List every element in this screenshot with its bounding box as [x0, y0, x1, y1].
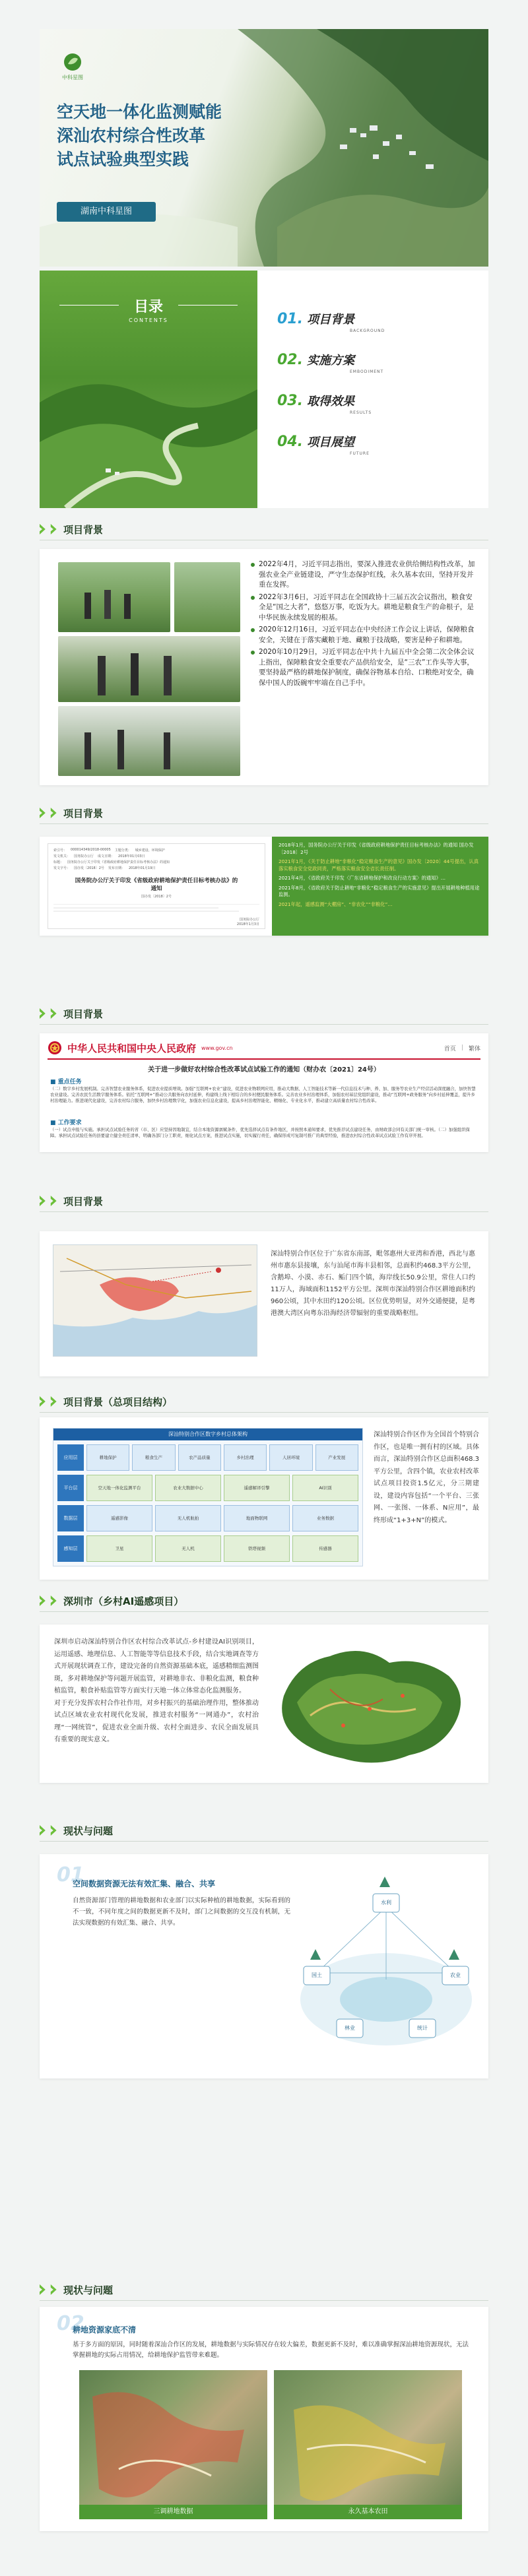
policy-list	[279, 842, 482, 908]
section-title: 项目背景	[63, 523, 104, 536]
layer-cell: 农业大数据中心	[155, 1475, 221, 1501]
toc-item-num: 03.	[277, 393, 303, 409]
policy-item: 2018年1月，国务院办公厅关于印发《省级政府耕地保护责任目标考核办法》的通知 国办发〔2018〕2号	[279, 842, 474, 855]
sec6-card	[40, 1625, 488, 1783]
section-heading	[40, 1592, 183, 1610]
doc-meta-value: 国务院办公厅关于印发《省级政府耕地保护责任目标考核办法》的通知	[67, 860, 170, 864]
ai-project-description: 深圳市启动深汕特别合作区农村综合改革试点-乡村建设AI识别项目，运用遥感、地理信息、人工智能等等信息技术手段，结合实地调查等方式开展现状调查工作，建设完备的自然资源基础本底，遥感精细监测图斑，多对耕地保护等问题开展监管，对耕地非农、非粮化监测，粮食种植监管，粮食补贴监管等方面实行天地一体立体常态化监测服务。 对于充分发挥农村合作社作用，对乡村振兴的基础治理作用，整体推动试点区域农业农村现代化发展，推进农村服务“一网通办”，农村治理“一网统管”，促进农业全面升级、农村全面进步、农民全面发展具有重要的现实意义。	[54, 1638, 259, 1743]
toc-item-label: 取得效果	[306, 395, 354, 408]
layer-cell: 传感器	[292, 1535, 358, 1562]
toc-item-en: FUTURE	[350, 451, 370, 456]
policy-item: 2021年1月，《关于防止耕地“非粮化”稳定粮食生产的意见》国办发〔2020〕44号提出，认真落实粮食安全党政同责，严格落实粮食安全省长责任制。	[279, 858, 479, 872]
gov-notice-card	[40, 1033, 488, 1152]
hero-banner	[40, 29, 488, 267]
gov-url: www.gov.cn	[201, 1045, 233, 1051]
silo-label: 农业	[450, 1972, 461, 1978]
policy-item: 2021年4月，《省政府关于印发〈广东省耕地保护和改良行动方案〉的通知》…	[279, 875, 446, 881]
nav-traditional[interactable]: 繁体	[468, 1045, 480, 1052]
layer-label: 感知层	[57, 1535, 84, 1562]
diagram-title: 深汕特别合作区数字乡村总体架构	[53, 1429, 362, 1440]
policy-item: 2021年8月，《省政府关于防止耕地“非粮化”稳定粮食生产的实施意见》提出开展耕地种植用途监测。	[279, 884, 480, 897]
layer-cell: 粮食生产	[132, 1444, 175, 1471]
hero-title-line3: 试点试验典型实践	[57, 150, 189, 169]
notice-p1: （二）数字乡村发展机制。完善智慧农业服务体系，促进农业提质增效。加强“互联网+农业”建设，促进农业物联网应用，推动大数据、人工智能技术等新一代信息技术与种、养、加、服务等农业生产经营活动深度融合，加快智慧农业建设。完善农民生活数字服务体系。依托“互联网+”推动公共服务向农村延伸，构建线上线下相结合的乡村便民服务体系。完善农业乡村治理体系，加强农村基层党组织建设，推动“互联网+政务服务”向乡村延伸覆盖，提升乡村治理能力。推进现代化建设，完善农村综合服务，加快乡村治理数字化，加强农业信息化建设，提高乡村治理智能化、精细化、专业化水平，推动建立高质量农村综合性改革。	[50, 1086, 476, 1104]
terrain-map	[271, 1636, 475, 1775]
notice-title: 关于进一步做好农村综合性改革试点试验工作的通知（财办农〔2021〕24号）	[148, 1066, 380, 1074]
section-divider	[40, 1024, 488, 1025]
nav-home[interactable]: 首页	[444, 1045, 456, 1052]
doc-meta-value: 000014349/2018-00005	[71, 848, 111, 852]
hero-logo	[57, 53, 88, 81]
toc-item-label: 项目展望	[306, 435, 354, 449]
toc-item-en: RESULTS	[350, 410, 372, 415]
region-map	[53, 1244, 257, 1357]
logo-leaf-icon	[63, 53, 82, 71]
hero-subtitle: 湖南中科星图	[80, 207, 132, 216]
notice-p2: （一）试点申报与实施。承担试点试验任务的省（市、区）应坚持因地制宜，结合本地资源禀赋条件，优先选择试点有条件地区，并按照本通知要求，优先推荐试点建设任务，由财政部会同有关部门统一审核。（二）加强组织保障。承担试点试验任务的县要建立健全责任清单，明确各部门分工职责，细化试点方案，推进试点实施，切实履行责任，确保形成可复制可推广的典型经验，推进农村综合性改革试点试验工作有序开展。	[50, 1127, 470, 1139]
gov-header-rule	[48, 1058, 480, 1060]
sec7-card	[40, 1854, 488, 2078]
doc-footer-date: 2018年1月3日	[236, 922, 259, 926]
doc-footer: 国务院办公厅	[239, 918, 259, 922]
problem-description: 基于多方面的原因，同时随着深汕合作区的发展，耕地数据与实际情况存在较大偏差，数据更新不及时，难以准确掌握深汕耕地资源现状，无法掌握耕地的实际占用情况，给耕地保护监管带来难题。	[73, 2341, 469, 2359]
toc-section	[40, 271, 488, 508]
layer-cell: 遥感解译引擎	[224, 1475, 290, 1501]
sec8-card	[40, 2307, 488, 2531]
data-silos-illustration	[290, 1867, 482, 2065]
sec1-bullets	[251, 560, 475, 690]
section-title: 现状与问题	[63, 2284, 114, 2296]
hero-title-line2: 深汕农村综合性改革	[57, 126, 206, 145]
toc-item-num: 01.	[277, 311, 303, 327]
section-title: 项目背景	[63, 807, 104, 820]
doc-meta-value: 城乡建设、环境保护	[135, 849, 165, 853]
toc-item-num: 04.	[277, 434, 303, 450]
section-heading	[40, 1004, 103, 1023]
section-heading	[40, 804, 103, 822]
section-heading	[40, 520, 103, 538]
section-title: 项目背景	[63, 1195, 104, 1208]
layer-cell: 地面物联网	[224, 1505, 290, 1531]
layer-cell: 业务数据	[292, 1505, 358, 1531]
toc-title-wrap	[40, 296, 257, 323]
layer-row	[53, 1501, 362, 1531]
doc-number: 国办发〔2018〕2号	[141, 895, 172, 899]
section-divider	[40, 1611, 488, 1612]
policy-item: 2021年起，遥感监测“大棚房”、“非农化”“非粮化”…	[279, 901, 393, 907]
map-caption-text: 永久基本农田	[348, 2508, 388, 2515]
bullet-item: 2020年12月16日，习近平同志在中央经济工作会议上讲话，保障粮食安全，关键在于落实藏粮于地、藏粮于技战略，要害是种子和耕地。	[251, 625, 475, 645]
notice-h2-text: 工作要求	[57, 1120, 82, 1126]
map-caption	[274, 2505, 462, 2519]
layer-cell: 耕地保护	[86, 1444, 129, 1471]
toc-landscape	[40, 363, 257, 508]
silo-label: 水利	[381, 1900, 391, 1906]
leaders-photo	[58, 636, 240, 702]
silo-label: 国土	[312, 1972, 322, 1978]
section-title: 项目背景	[63, 1008, 104, 1020]
section-title: 项目背景（总项目结构）	[63, 1396, 173, 1408]
doc-meta-label: 发布日期：	[108, 866, 125, 870]
layer-cell: 遥感影像	[86, 1505, 152, 1531]
toc-title: 目录	[133, 299, 163, 315]
region-description: 深汕特别合作区位于广东省东南部，毗邻惠州大亚湾和香港，西北与惠州市惠东县接壤，东与汕尾市海丰县相邻，总面积约468.3平方公里，含鹅埠、小漠、赤石、鲘门四个镇，海岸线长50.9公里，常住人口约11万人，海域面积1152平方公里。深圳市深汕特别合作区耕地面积约960公顷，其中水田约120公顷。区位优势明显，对外交通便捷，是粤港澳大湾区向粤东沿海经济带辐射的重要战略枢纽。	[271, 1250, 475, 1317]
toc-subtitle: CONTENTS	[129, 317, 168, 323]
problem-title: 耕地资源家底不清	[73, 2325, 137, 2334]
section-divider	[40, 823, 488, 824]
nav-separator: |	[461, 1045, 463, 1051]
layer-label: 应用层	[57, 1444, 84, 1471]
silo-label: 林业	[345, 2025, 355, 2031]
toc-title-line-right	[178, 305, 238, 306]
notice-h1-text: 重点任务	[57, 1079, 82, 1085]
doc-preview	[48, 843, 265, 929]
section-divider	[40, 1412, 488, 1413]
section-title: 现状与问题	[63, 1824, 114, 1837]
sec2-card	[40, 837, 488, 936]
doc-meta-label: 发文字号：	[53, 866, 71, 870]
notice-h1: ■ 重点任务	[50, 1079, 82, 1085]
doc-meta-label: 索引号：	[53, 849, 67, 853]
toc-item-num: 02.	[277, 352, 303, 368]
sec5-card	[40, 1417, 488, 1580]
doc-meta-label: 发文机关：	[53, 854, 71, 858]
hero-subtitle-badge	[57, 202, 156, 222]
doc-meta-label: 主题分类：	[114, 849, 131, 853]
greenhouse-photo	[58, 706, 240, 776]
layer-cell: 乡村治理	[224, 1444, 267, 1471]
architecture-diagram	[53, 1428, 363, 1566]
layer-cell: 人居环境	[269, 1444, 312, 1471]
toc-en-list	[350, 329, 429, 492]
farmland-map	[274, 2370, 462, 2519]
field-photo	[174, 562, 240, 632]
toc-item-en: BACKGROUND	[350, 329, 385, 333]
doc-meta-value: 国办发〔2018〕2号	[74, 866, 104, 870]
cultivated-land-map	[79, 2370, 267, 2519]
doc-meta-label: 成文日期：	[98, 854, 115, 858]
hero-title	[57, 100, 222, 172]
bullet-item: 2020年10月29日，习近平同志在中共十九届五中全会第二次全体会议上指出，保障粮食安全重要农产品供给安全，是“三农”工作头等大事，要坚持最严格的耕地保护制度，确保谷物基本自给、口粮绝对安全，确保中国人的饭碗牢牢端在自己手中。	[251, 647, 475, 688]
sec4-card	[40, 1231, 488, 1376]
layer-label: 数据层	[57, 1505, 84, 1531]
layer-cell: 空天地一体化监测平台	[86, 1475, 152, 1501]
problem-number: 01	[57, 1863, 84, 1886]
layer-cell: AI识别	[292, 1475, 358, 1501]
hero-logo-text: 中科星图	[62, 75, 83, 80]
section-title: 深圳市（乡村AI遥感项目）	[63, 1595, 184, 1607]
toc-left-panel	[40, 271, 257, 508]
doc-meta-value: 2018年01月19日	[128, 866, 156, 870]
silo-label: 统计	[417, 2025, 428, 2031]
layer-label: 平台层	[57, 1475, 84, 1501]
bullet-item: 2022年3月6日，习近平同志在全国政协十三届五次会议指出，粮食安全是“国之大者”，悠悠万事，吃饭为大。耕地是粮食生产的命根子，是中华民族永续发展的根基。	[251, 593, 475, 624]
notice-h2: ■ 工作要求	[50, 1120, 82, 1126]
map-caption	[79, 2505, 267, 2519]
section-divider	[40, 1841, 488, 1842]
structure-description: 深汕特别合作区作为全国首个特别合作区，也是唯一拥有村的区域。具体而言，深汕特别合作区总面积468.3平方公里，含四个镇，农业农村改革试点项目投资1.5亿元，分三期建设，建设内容包括“一个平台、三张网、一张图、一体系、N应用”，最终形成“1+3+N”的模式。	[374, 1431, 479, 1524]
map-caption-text: 三调耕地数据	[153, 2508, 193, 2515]
section-divider	[40, 1211, 488, 1212]
gov-name: 中华人民共和国中央人民政府	[67, 1042, 197, 1054]
gov-header	[48, 1039, 480, 1057]
toc-title-line-left	[59, 305, 119, 306]
national-emblem-icon	[48, 1041, 62, 1055]
problem-number: 02	[57, 2312, 84, 2335]
doc-meta-value: 国务院办公厅	[74, 854, 94, 858]
toc-item-en: EMBODIMENT	[350, 370, 384, 374]
layer-cell: 卫星	[86, 1535, 152, 1562]
bullet-item: 2022年4月，习近平同志指出，要深入推进农业供给侧结构性改革，加强农业全产业链建设，严守生态保护红线，永久基本农田，坚持开发并重在发挥。	[251, 560, 475, 591]
toc-item-label: 实施方案	[306, 354, 354, 368]
section-heading	[40, 2280, 113, 2299]
problem-description: 自然资源部门管理的耕地数据和农业部门以实际种植的耕地数据，实际看到的不一致，不同年度之间的数据更新不及时，部门之间数据的交互没有机制，无法实现数据的有效汇集、融合、共享。	[73, 1897, 290, 1927]
layer-row	[53, 1440, 362, 1471]
layer-cell: 无人机航拍	[155, 1505, 221, 1531]
doc-meta-label: 标题：	[53, 860, 64, 864]
doc-title: 国务院办公厅关于印发《省级政府耕地保护责任目标考核办法》的通知	[75, 878, 238, 892]
region-map-svg	[53, 1245, 257, 1357]
policy-panel	[272, 837, 488, 936]
layer-row	[53, 1531, 362, 1562]
doc-meta-value: 2018年01月03日	[118, 854, 145, 858]
layer-cell: 无人机	[155, 1535, 221, 1562]
section-heading	[40, 1192, 103, 1210]
sec1-card	[40, 549, 488, 785]
meeting-photo	[58, 562, 170, 632]
section-heading	[40, 1821, 113, 1840]
section-heading	[40, 1392, 172, 1411]
layer-row	[53, 1471, 362, 1501]
toc-item-label: 项目背景	[306, 313, 354, 327]
problem-title: 空间数据资源无法有效汇集、融合、共享	[73, 1879, 216, 1888]
layer-cell: 农产品质量	[178, 1444, 221, 1471]
layer-cell: 产业发展	[315, 1444, 358, 1471]
section-divider	[40, 2300, 488, 2301]
hero-title-line1: 空天地一体化监测赋能	[57, 102, 222, 121]
layer-cell: 铁塔视频	[224, 1535, 290, 1562]
